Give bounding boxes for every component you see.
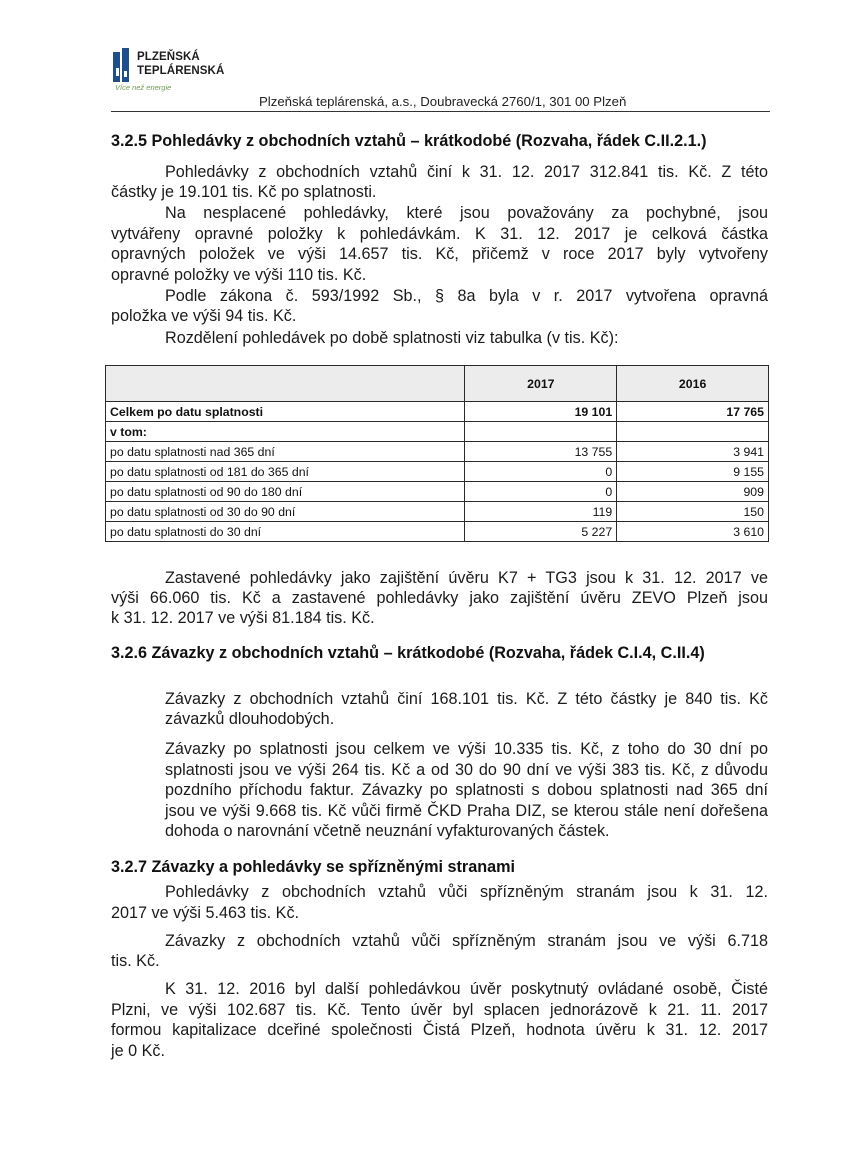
column-header-2016: 2016: [617, 366, 769, 402]
value-2017: 119: [465, 502, 617, 522]
value-2016: [617, 422, 769, 442]
paragraph-line: částky je 19.101 tis. Kč po splatnosti.: [111, 183, 377, 201]
company-logo: [111, 48, 251, 96]
company-address: Plzeňská teplárenská, a.s., Doubravecká 2760/1, 301 00 Plzeň: [259, 94, 627, 109]
paragraph-line: opravné položky ve výši 110 tis. Kč.: [111, 266, 367, 284]
section-heading-3-2-5: 3.2.5 Pohledávky z obchodních vztahů – krátkodobé (Rozvaha, řádek C.II.2.1.): [111, 132, 707, 150]
value-2017: 13 755: [465, 442, 617, 462]
logo-name: [137, 50, 224, 78]
logo-tagline: Více než energie: [115, 83, 172, 92]
paragraph-line: K 31. 12. 2016 byl další pohledávkou úvěr poskytnutý ovládané osobě, Čisté: [165, 980, 768, 998]
header-divider: [111, 111, 770, 112]
paragraph-line: Závazky z obchodních vztahů vůči spřízněným stranám jsou ve výši 6.718: [165, 932, 768, 950]
table-row: [106, 422, 769, 442]
paragraph-line: Pohledávky z obchodních vztahů vůči spřízněným stranám jsou k 31. 12.: [165, 883, 768, 901]
table-row: [106, 522, 769, 542]
paragraph-line: výši 66.060 tis. Kč a zastavené pohledávky jako zajištění úvěru ZEVO Plzeň jsou: [111, 589, 768, 607]
paragraph-line: Zastavené pohledávky jako zajištění úvěru K7 + TG3 jsou k 31. 12. 2017 ve: [165, 569, 768, 587]
row-label: po datu splatnosti od 181 do 365 dní: [106, 462, 465, 482]
table-row: [106, 442, 769, 462]
paragraph-line: Rozdělení pohledávek po době splatnosti viz tabulka (v tis. Kč):: [165, 329, 619, 347]
table-header-empty: [106, 366, 465, 402]
value-2017: 0: [465, 462, 617, 482]
paragraph-line: tis. Kč.: [111, 952, 160, 970]
paragraph-line: Na nesplacené pohledávky, které jsou považovány za pochybné, jsou: [165, 204, 768, 222]
table-row: [106, 462, 769, 482]
table-header-row: [106, 366, 769, 402]
paragraph-line: Podle zákona č. 593/1992 Sb., § 8a byla v r. 2017 vytvořena opravná: [165, 287, 768, 305]
paragraph-line: Závazky z obchodních vztahů činí 168.101 tis. Kč. Z této částky je 840 tis. Kč: [165, 690, 768, 708]
paragraph-line: pozdního příchodu faktur. Závazky po splatnosti s dobou splatnosti nad 365 dní: [165, 781, 768, 799]
paragraph-line: závazků dlouhodobých.: [165, 710, 335, 728]
value-2016: 17 765: [617, 402, 769, 422]
plant-logo-icon: [111, 48, 133, 82]
table-row: [106, 482, 769, 502]
receivables-table: [105, 365, 769, 542]
value-2017: 0: [465, 482, 617, 502]
paragraph-line: vytvářeny opravné položky k pohledávkám. K 31. 12. 2017 je celková částka: [111, 225, 768, 243]
paragraph-line: k 31. 12. 2017 ve výši 81.184 tis. Kč.: [111, 609, 375, 627]
row-label: v tom:: [106, 422, 465, 442]
value-2017: [465, 422, 617, 442]
value-2016: 3 610: [617, 522, 769, 542]
row-label: po datu splatnosti do 30 dní: [106, 522, 465, 542]
paragraph-line: Závazky po splatnosti jsou celkem ve výši 10.335 tis. Kč, z toho do 30 dní po: [165, 740, 768, 758]
paragraph-line: splatnosti jsou ve výši 264 tis. Kč a od 30 do 90 dní ve výši 383 tis. Kč, z důvodu: [165, 761, 768, 779]
row-label: po datu splatnosti nad 365 dní: [106, 442, 465, 462]
paragraph-line: 2017 ve výši 5.463 tis. Kč.: [111, 904, 300, 922]
row-label: Celkem po datu splatnosti: [106, 402, 465, 422]
column-header-2017: 2017: [465, 366, 617, 402]
value-2016: 909: [617, 482, 769, 502]
paragraph-line: jsou ve výši 9.668 tis. Kč vůči firmě ČKD Praha DIZ, se kterou stále není dořešena: [165, 802, 768, 820]
table-row: [106, 502, 769, 522]
section-heading-3-2-7: 3.2.7 Závazky a pohledávky se spřízněnými stranami: [111, 858, 515, 876]
value-2016: 3 941: [617, 442, 769, 462]
logo-line-2: TEPLÁRENSKÁ: [137, 65, 225, 77]
section-heading-3-2-6: 3.2.6 Závazky z obchodních vztahů – krátkodobé (Rozvaha, řádek C.I.4, C.II.4): [111, 644, 705, 662]
value-2016: 150: [617, 502, 769, 522]
logo-line-1: PLZEŇSKÁ: [137, 51, 200, 63]
value-2017: 5 227: [465, 522, 617, 542]
paragraph-line: formou kapitalizace dceřiné společnosti Čistá Plzeň, hodnota úvěru k 31. 12. 2017: [111, 1021, 768, 1039]
paragraph-line: dohoda o narovnání včetně neuznání vyfakturovaných částek.: [165, 822, 610, 840]
paragraph-line: položka ve výši 94 tis. Kč.: [111, 307, 297, 325]
paragraph-line: je 0 Kč.: [111, 1042, 165, 1060]
value-2017: 19 101: [465, 402, 617, 422]
row-label: po datu splatnosti od 30 do 90 dní: [106, 502, 465, 522]
row-label: po datu splatnosti od 90 do 180 dní: [106, 482, 465, 502]
value-2016: 9 155: [617, 462, 769, 482]
table-row: [106, 402, 769, 422]
paragraph-line: opravných položek ve výši 14.657 tis. Kč, přičemž v roce 2017 byly vytvořeny: [111, 245, 768, 263]
paragraph-line: Plzni, ve výši 102.687 tis. Kč. Tento úvěr byl splacen jednorázově k 21. 11. 2017: [111, 1001, 768, 1019]
paragraph-line: Pohledávky z obchodních vztahů činí k 31. 12. 2017 312.841 tis. Kč. Z této: [165, 163, 768, 181]
